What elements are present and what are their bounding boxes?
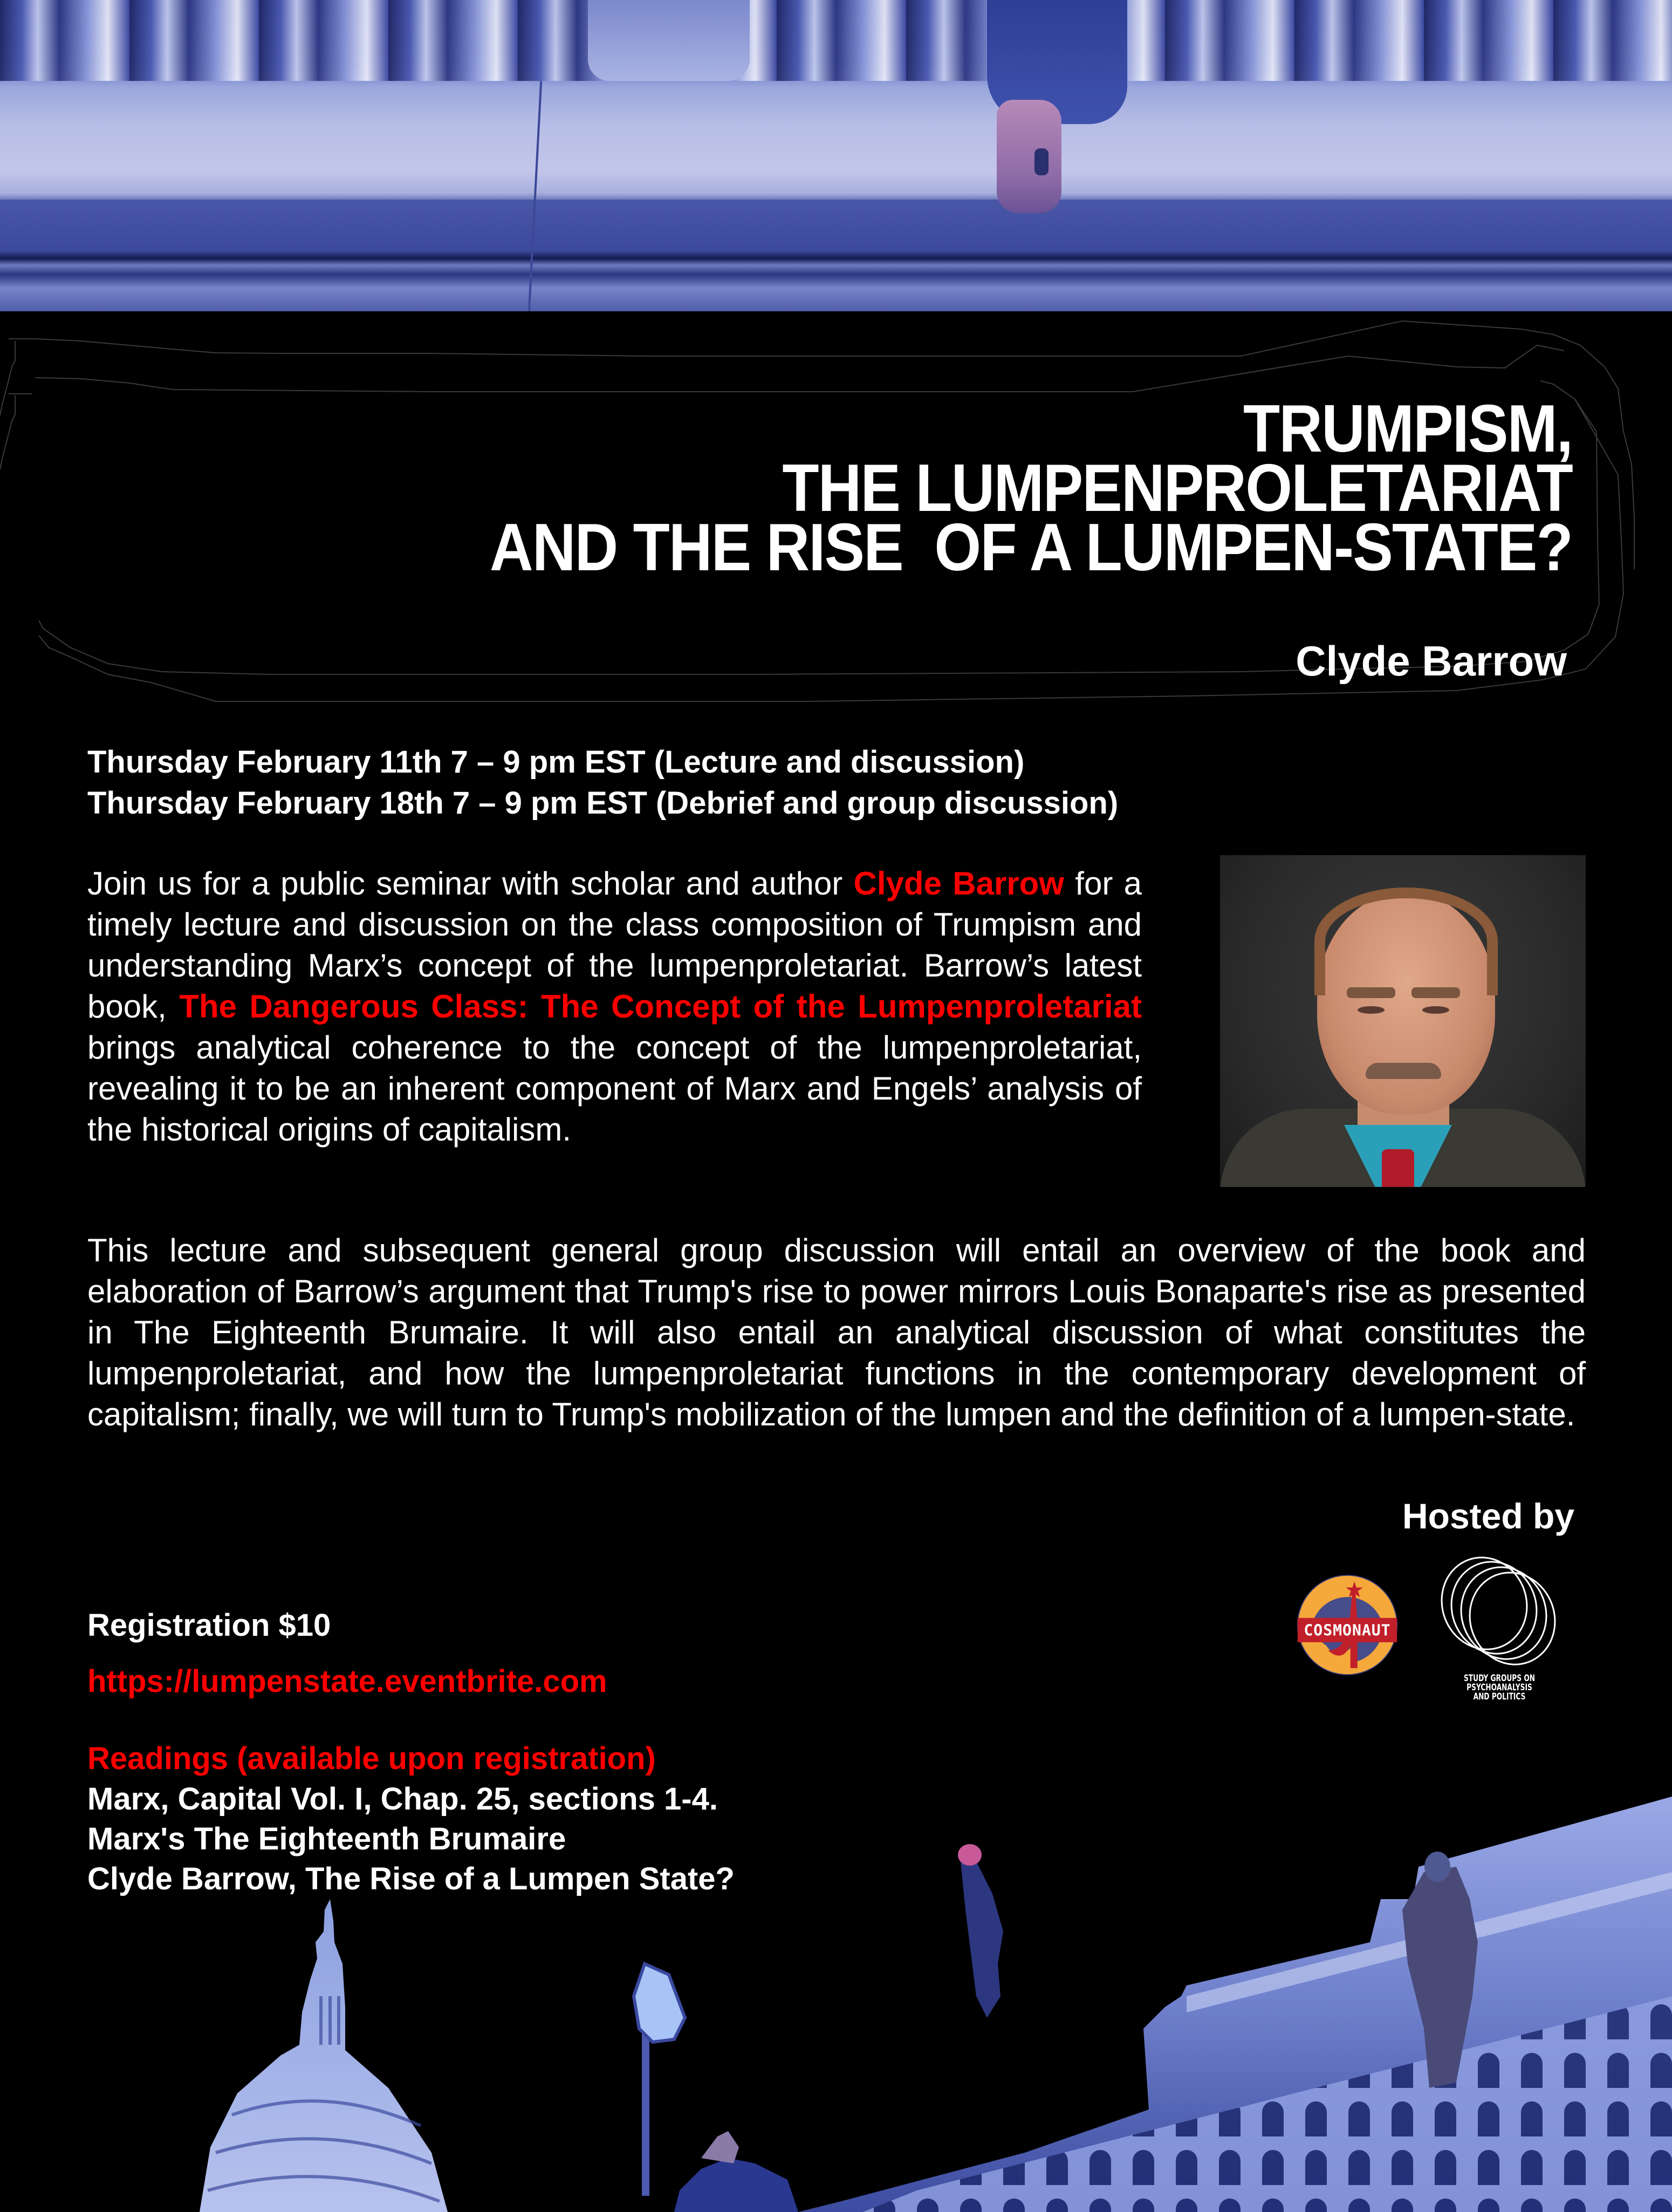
title-line-1: TRUMPISM, — [1243, 392, 1572, 466]
cosmonaut-logo-icon — [1297, 1574, 1398, 1676]
registration-price: Registration $10 — [87, 1608, 331, 1643]
intro-text-c: brings analytical coherence to the concept of the lumpenproletariat, revealing it to be an inherent component of Marx and Engels’ analysis of the historical origins of capitalism. — [87, 1029, 1142, 1148]
reading-item: Marx, Capital Vol. I, Chap. 25, sections 1-4. — [87, 1781, 718, 1817]
book-title-highlight: The Dangerous Class: The Concept of the Lumpenproletariat — [179, 988, 1142, 1025]
title-line-3: AND THE RISE OF A LUMPEN-STATE? — [490, 510, 1572, 585]
session-date-1: Thursday February 11th 7 – 9 pm EST (Lecture and discussion) — [87, 745, 1025, 780]
photo-hand-on-ledge — [997, 100, 1061, 213]
readings-list — [87, 1779, 735, 1899]
title-line-2: THE LUMPENPROLETARIAT — [782, 451, 1572, 525]
study-groups-wordmark — [1453, 1674, 1546, 1702]
sgpp-line: PSYCHOANALYSIS — [1467, 1682, 1532, 1693]
study-groups-rings-logo-icon — [1440, 1554, 1559, 1675]
sgpp-line: STUDY GROUPS ON — [1463, 1673, 1536, 1684]
hosted-by-label: Hosted by — [1402, 1496, 1575, 1536]
portrait-eye — [1422, 1006, 1449, 1014]
session-date-2: Thursday February 18th 7 – 9 pm EST (Debrief and group discussion) — [87, 786, 1119, 821]
cosmonaut-wordmark: COSMONAUT — [1304, 1621, 1391, 1640]
photo-ledge-molding — [0, 200, 1672, 311]
intro-text-b: for a timely lecture and discussion on the class composition of Trumpism and understanding Marx’s concept of the lumpenproletariat. Barrow’s latest book, — [87, 865, 1142, 1025]
header-photo-capitol-ledge — [0, 0, 1672, 311]
portrait-brow — [1347, 987, 1395, 998]
event-title — [170, 392, 1572, 585]
reading-item: Marx's The Eighteenth Brumaire — [87, 1821, 566, 1856]
sgpp-line: AND POLITICS — [1473, 1691, 1526, 1702]
schedule — [87, 742, 1118, 824]
photo-figure-hoodie — [588, 0, 750, 81]
photo-background-columns — [0, 0, 1672, 81]
portrait-hair — [1314, 887, 1498, 995]
intro-paragraph — [87, 863, 1142, 1150]
description-paragraph: This lecture and subsequent general group discussion will entail an overview of the book and elaboration of Barrow’s argument that Trump's rise to power mirrors Louis Bonaparte's rise as presented in The Eighteenth Brumaire. It will also entail an analytical discussion of what constitutes the lumpenproletariat, and how the lumpenproletariat functions in the contemporary development of capitalism; finally, we will turn to Trump's mobilization of the lumpen and the definition of a lumpen-state. — [87, 1232, 1586, 1432]
portrait-eye — [1358, 1006, 1385, 1014]
readings-heading: Readings (available upon registration) — [87, 1741, 656, 1776]
reading-item: Clyde Barrow, The Rise of a Lumpen State? — [87, 1861, 735, 1896]
intro-text-a: Join us for a public seminar with scholar and author — [87, 865, 854, 902]
portrait-mustache — [1366, 1063, 1441, 1079]
speaker-name-highlight: Clyde Barrow — [853, 865, 1064, 902]
speaker-portrait — [1220, 855, 1586, 1187]
speaker-name: Clyde Barrow — [1296, 637, 1567, 685]
portrait-tie — [1382, 1149, 1414, 1187]
photo-ring — [1034, 148, 1049, 175]
registration-link[interactable]: https://lumpenstate.eventbrite.com — [87, 1664, 607, 1699]
portrait-brow — [1411, 987, 1460, 998]
